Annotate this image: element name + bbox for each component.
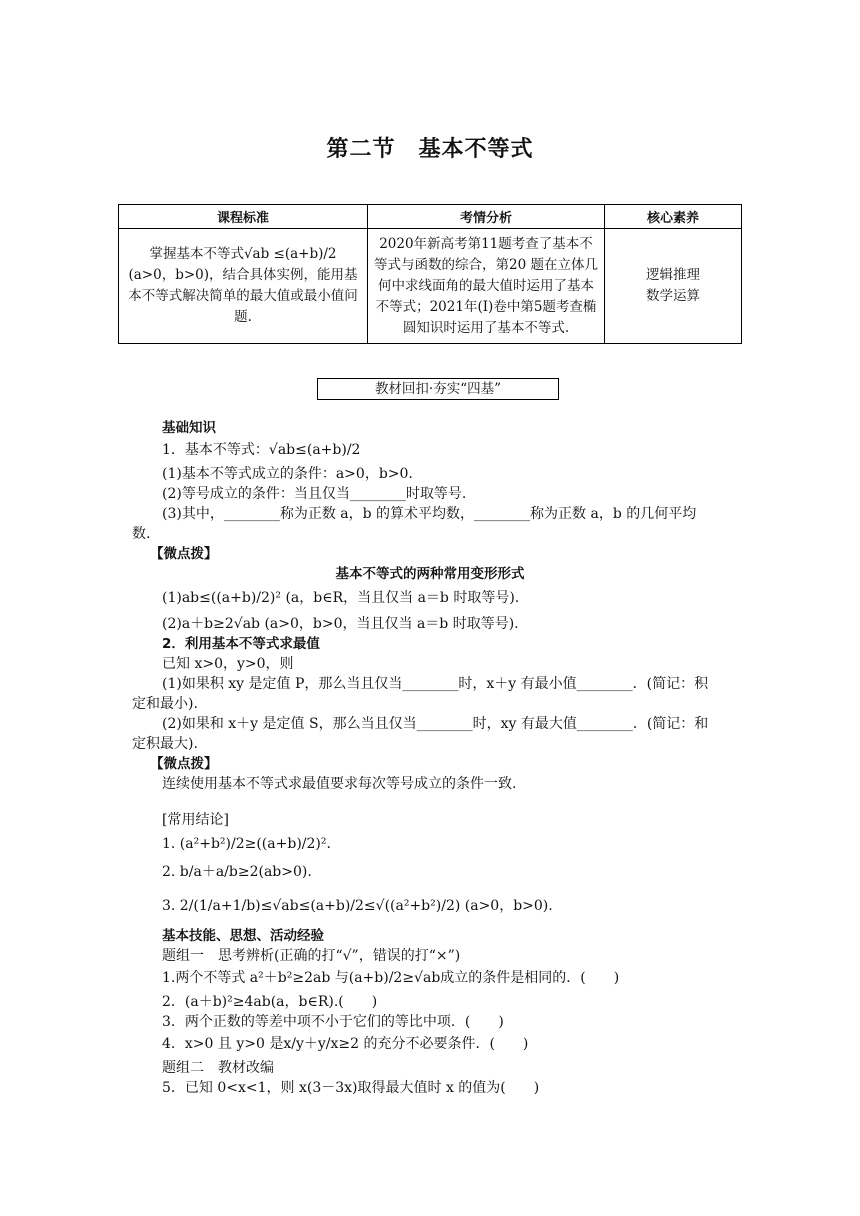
basic-knowledge-heading: 基础知识 — [162, 420, 216, 436]
item-2-2: (2)如果和 x＋y 是定值 S，那么当且仅当________时，xy 有最大值________．(简记：和 — [162, 716, 709, 732]
group-2-heading: 题组二 教材改编 — [162, 1060, 274, 1076]
item-1-3-cont: 数. — [132, 526, 151, 542]
tip-heading: 【微点拨】 — [150, 756, 218, 772]
section-banner: 教材回扣·夯实“四基” — [317, 378, 559, 400]
tip-heading: 【微点拨】 — [150, 546, 218, 562]
conclusion-3: 3. 2/(1/a+1/b)≤√ab≤(a+b)/2≤√((a²+b²)/2) (a>0，b>0). — [162, 898, 553, 914]
item-2-1: (1)如果积 xy 是定值 P，那么当且仅当________时，x＋y 有最小值________．(简记：积 — [162, 676, 709, 692]
question-4: 4．x>0 且 y>0 是x/y＋y/x≥2 的充分不必要条件．( ) — [162, 1036, 529, 1052]
literacy-item: 逻辑推理 — [646, 267, 700, 283]
formula-2: (2)a＋b≥2√ab (a>0，b>0，当且仅当 a＝b 时取等号). — [162, 616, 519, 632]
conclusion-1: 1. (a²+b²)/2≥((a+b)/2)². — [162, 836, 331, 852]
item-2-1-cont: 定和最小). — [132, 696, 198, 712]
item-2: 2．利用基本不等式求最值 — [162, 636, 320, 652]
question-1: 1.两个不等式 a²＋b²≥2ab 与(a+b)/2≥√ab成立的条件是相同的．( ) — [162, 970, 620, 986]
table-header-literacy: 核心素养 — [605, 205, 742, 229]
item-2-2-cont: 定积最大). — [132, 736, 198, 752]
item-2-premise: 已知 x>0，y>0，则 — [162, 656, 294, 672]
table-cell-literacy — [605, 229, 742, 344]
table-cell-analysis: 2020年新高考第11题考查了基本不等式与函数的综合，第20 题在立体几何中求线面角的最大值时运用了基本不等式；2021年(Ⅰ)卷中第5题考查椭圆知识时运用了基本不等式. — [368, 229, 605, 344]
tip-title: 基本不等式的两种常用变形形式 — [335, 566, 525, 582]
conclusion-2: 2. b/a＋a/b≥2(ab>0). — [162, 864, 312, 880]
curriculum-table — [118, 204, 742, 344]
tip-text: 连续使用基本不等式求最值要求每次等号成立的条件一致. — [162, 776, 517, 792]
page-title: 第二节 基本不等式 — [326, 137, 534, 162]
item-1-1: (1)基本不等式成立的条件：a>0，b>0. — [162, 466, 413, 482]
formula-1: (1)ab≤((a+b)/2)² (a，b∈R，当且仅当 a＝b 时取等号). — [162, 590, 520, 606]
question-2: 2．(a＋b)²≥4ab(a，b∈R).( ) — [162, 994, 378, 1010]
table-header-standard: 课程标准 — [119, 205, 368, 229]
group-1-heading: 题组一 思考辨析(正确的打“√”，错误的打“×”) — [162, 948, 461, 964]
item-1-3: (3)其中，________称为正数 a，b 的算术平均数，________称为正数 a，b 的几何平均 — [162, 506, 697, 522]
item-1: 1．基本不等式：√ab≤(a+b)/2 — [162, 442, 361, 458]
common-conclusions-heading: [常用结论] — [162, 812, 229, 828]
literacy-item: 数学运算 — [646, 288, 700, 304]
question-3: 3．两个正数的等差中项不小于它们的等比中项．( ) — [162, 1014, 504, 1030]
skills-heading: 基本技能、思想、活动经验 — [162, 928, 324, 944]
item-1-2: (2)等号成立的条件：当且仅当________时取等号. — [162, 486, 467, 502]
table-cell-standard: 掌握基本不等式√ab ≤(a+b)/2 (a>0，b>0)，结合具体实例，能用基本不等式解决简单的最大值或最小值问题. — [119, 229, 368, 344]
question-5: 5．已知 0<x<1，则 x(3－3x)取得最大值时 x 的值为( ) — [162, 1080, 540, 1096]
table-header-analysis: 考情分析 — [368, 205, 605, 229]
